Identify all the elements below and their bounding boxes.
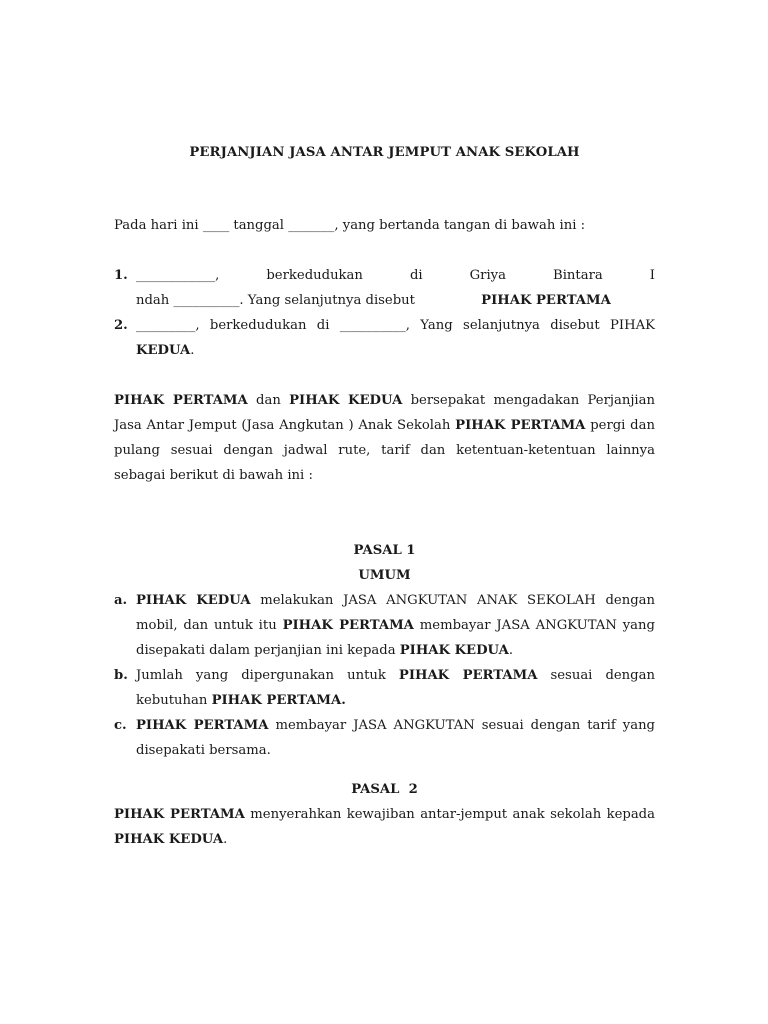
party-ref: PIHAK PERTAMA [455, 418, 586, 433]
party-ref: PIHAK PERTAMA [136, 718, 269, 733]
text: dan [247, 393, 290, 408]
party-ref: PIHAK KEDUA [114, 832, 224, 847]
text: pergi dan pulang sesuai dengan jadwal rute, tarif dan ketentuan-ketentuan lainnya sebagai berikut di bawah ini : [114, 418, 655, 483]
party-2-label: KEDUA [136, 343, 191, 358]
text: bersepakat mengadakan Perjanjian Jasa Antar Jemput (Jasa Angkutan ) Anak Sekolah [114, 393, 655, 433]
text: melakukan JASA ANGKUTAN ANAK SEKOLAH dengan mobil, dan untuk itu [136, 593, 655, 633]
text: membayar JASA ANGKUTAN sesuai dengan tarif yang disepakati bersama. [136, 718, 655, 758]
party-ref: PIHAK KEDUA [399, 643, 509, 658]
party-ref: PIHAK KEDUA [136, 593, 251, 608]
party-ref: PIHAK PERTAMA [282, 618, 414, 633]
list-marker: c. [114, 718, 127, 733]
party-ref: PIHAK PERTAMA. [211, 693, 346, 708]
party-2-line1: _________, berkedudukan di __________, Yang selanjutnya disebut PIHAK [136, 318, 655, 333]
text: . [223, 832, 228, 847]
list-marker: 2. [114, 318, 128, 333]
period: . [190, 343, 195, 358]
party-2-line2 [136, 338, 655, 363]
party-ref: PIHAK PERTAMA [114, 807, 245, 822]
party-1-line2 [136, 288, 655, 313]
party-1-text: ndah __________. Yang selanjutnya disebut [136, 293, 415, 308]
list-marker: 1. [114, 268, 128, 283]
pasal-2-paragraph [114, 802, 655, 852]
pasal-1-item-a [114, 588, 655, 663]
list-marker: b. [114, 668, 128, 683]
party-ref: PIHAK KEDUA [289, 393, 403, 408]
text: . [508, 643, 514, 658]
list-marker: a. [114, 593, 128, 608]
pasal-1-list [114, 588, 655, 763]
party-list [114, 263, 655, 363]
party-1-label: PIHAK PERTAMA [481, 293, 611, 308]
pasal-2-heading: PASAL 2 [351, 782, 418, 797]
party-item-1 [114, 263, 655, 313]
party-ref: PIHAK PERTAMA [398, 668, 538, 683]
party-ref: PIHAK PERTAMA [114, 393, 248, 408]
pasal-1-subheading: UMUM [358, 568, 411, 583]
intro-paragraph: Pada hari ini ____ tanggal _______, yang bertanda tangan di bawah ini : [114, 218, 586, 233]
text: Jumlah yang dipergunakan untuk [136, 668, 399, 683]
document-page [114, 140, 655, 852]
text: membayar JASA ANGKUTAN yang disepakati dalam perjanjian ini kepada [136, 618, 655, 658]
party-item-2 [114, 313, 655, 363]
pasal-1-heading: PASAL 1 [353, 543, 416, 558]
pasal-1-item-c [114, 713, 655, 763]
document-title: PERJANJIAN JASA ANTAR JEMPUT ANAK SEKOLAH [189, 145, 580, 160]
text: sesuai dengan kebutuhan [136, 668, 655, 708]
party-1-line1: ____________, berkedudukan di Griya Bintara I [136, 268, 655, 283]
pasal-1-item-b [114, 663, 655, 713]
text: menyerahkan kewajiban antar-jemput anak sekolah kepada [244, 807, 655, 822]
agreement-paragraph [114, 388, 655, 488]
